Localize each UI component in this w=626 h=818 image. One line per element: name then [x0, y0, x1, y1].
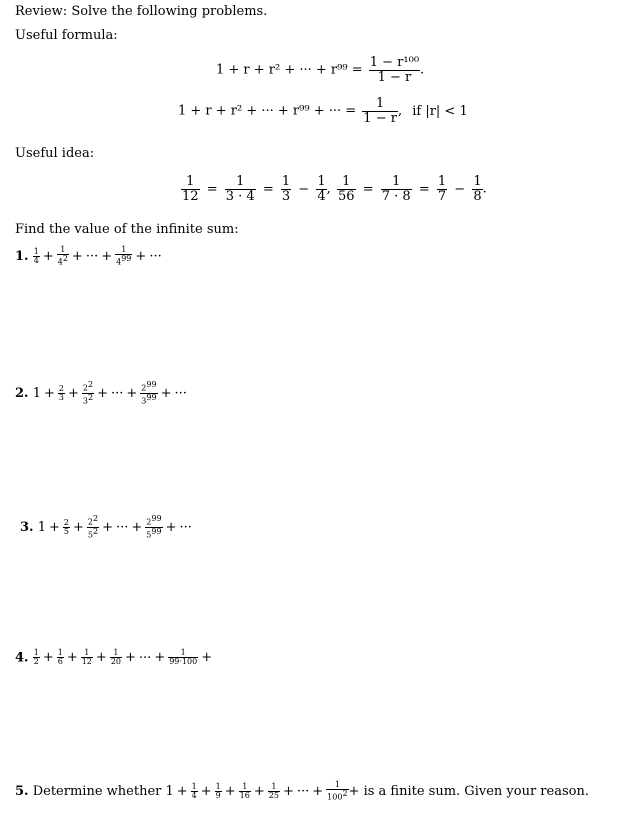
problem-5: 5. Determine whether 1 + $\frac{1}{4}$ + $\frac{1}{9}$ + $\frac{1}{16}$ + $\frac{1}{25}$ + ··· + $\frac{1}{100^2}$ + is a finite sum. Given your reason.: [15, 780, 589, 803]
find-value-instruction: Find the value of the infinite sum:: [15, 222, 239, 237]
problem-1-label: 1.: [15, 249, 29, 265]
problem-2: 2. 1 + $\frac{2}{3}$ + $\frac{2^2}{3^2}$ + ··· + $\frac{2^{99}}{3^{99}}$ + ···: [15, 380, 187, 406]
problem-2-label: 2.: [15, 386, 29, 402]
problem-5-suffix: is a finite sum. Given your reason.: [363, 784, 589, 800]
problem-5-label: 5.: [15, 784, 29, 800]
problem-4-label: 4.: [15, 650, 29, 666]
formula2-condition: if |r| < 1: [412, 103, 468, 119]
formula1-fraction: $\frac{\text{1 − r¹⁰⁰}}{1 - r}$: [369, 55, 420, 85]
problem-3-label: 3.: [20, 520, 34, 536]
formula1-lhs: 1 + r + r² + ··· + r⁹⁹ =: [216, 62, 363, 78]
formula-finite-geometric-sum: 1 + r + r² + ··· + r⁹⁹ = $\frac{\text{1 − r¹⁰⁰}}{1 - r}$ .: [216, 55, 425, 85]
useful-idea-label: Useful idea:: [15, 146, 95, 161]
idea-telescoping-56: $\frac{1}{56}$ = $\frac{1}{7 \cdot 8}$ = $\frac{1}{7}$ − $\frac{1}{8}$ .: [338, 174, 487, 204]
useful-formula-label: Useful formula:: [15, 28, 118, 43]
problem-4: 4. $\frac{1}{2}$ + $\frac{1}{6}$ + $\frac{1}{12}$ + $\frac{1}{20}$ + ··· + $\frac{1}{99\cdot 100}$ +: [15, 648, 213, 667]
problem-1: 1. $\frac{1}{4}$ + $\frac{1}{4^2}$ + ··· + $\frac{1}{4^{99}}$ + ···: [15, 245, 162, 268]
formula2-fraction: $\frac{1}{1 - r}$: [363, 96, 397, 126]
formula2-lhs: 1 + r + r² + ··· + r⁹⁹ + ··· =: [178, 103, 357, 119]
problem-3: 3. 1 + $\frac{2}{5}$ + $\frac{2^2}{5^2}$ + ··· + $\frac{2^{99}}{5^{99}}$ + ···: [20, 514, 192, 540]
formula-infinite-geometric-sum: 1 + r + r² + ··· + r⁹⁹ + ··· = $\frac{1}{1 - r}$ , if |r| < 1: [178, 96, 468, 126]
idea-telescoping-12: $\frac{1}{12}$ = $\frac{1}{3 \cdot 4}$ = $\frac{1}{3}$ − $\frac{1}{4}$ ,: [182, 174, 331, 204]
review-heading: Review: Solve the following problems.: [15, 4, 268, 19]
problem-5-prefix: Determine whether: [32, 784, 162, 800]
